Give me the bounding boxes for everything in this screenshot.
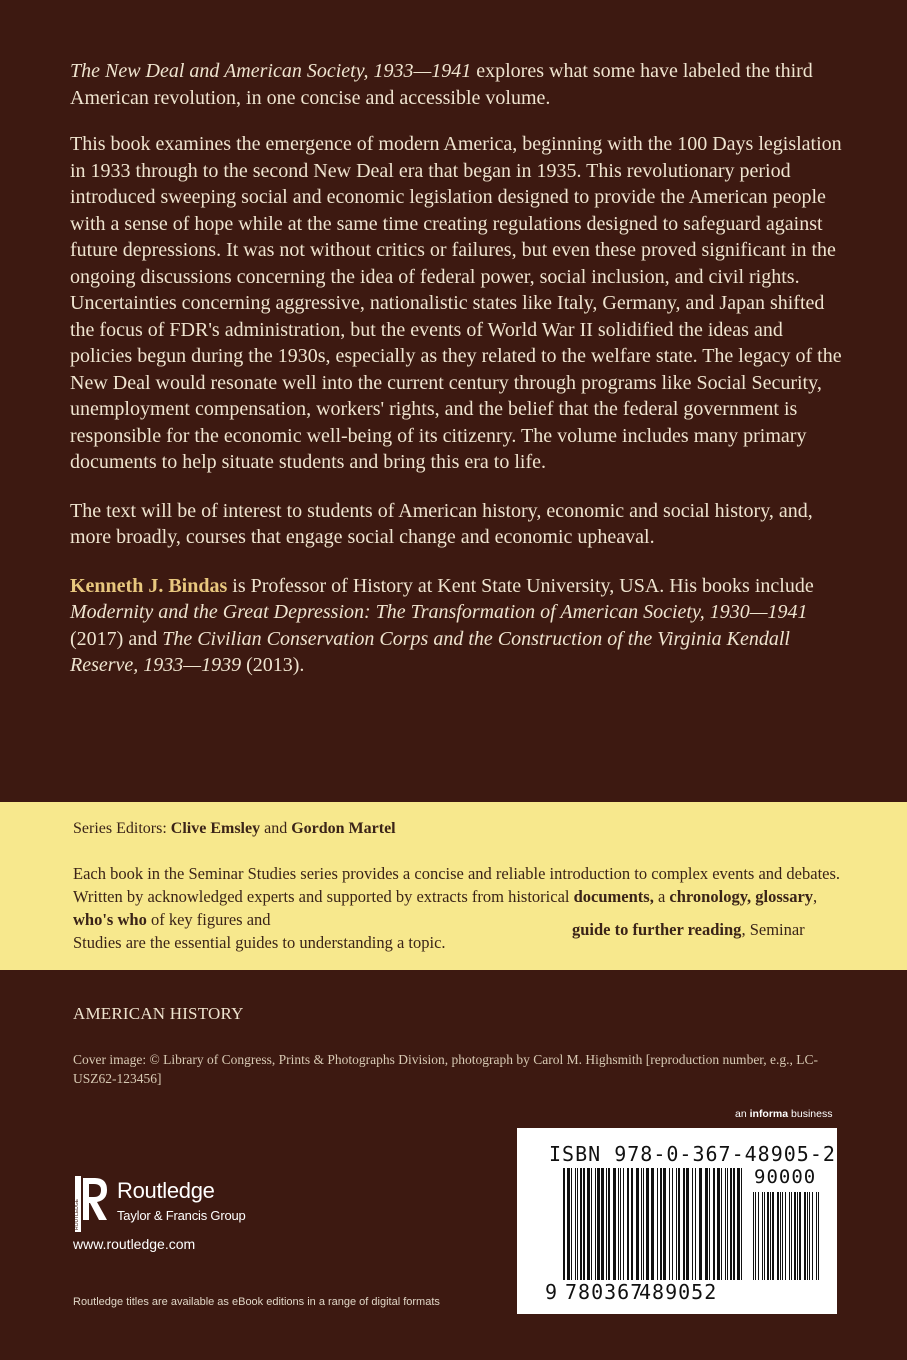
barcode-bar [767, 1192, 769, 1280]
barcode-bar [678, 1168, 680, 1280]
ean-right-digits: 489052 [639, 1280, 718, 1304]
barcode-bar [770, 1192, 771, 1280]
barcode-bar [699, 1168, 702, 1280]
barcode-bar [785, 1192, 786, 1280]
barcode-bar [730, 1168, 732, 1280]
barcode-bar [789, 1192, 790, 1280]
barcode-bar [651, 1168, 654, 1280]
barcode-bar [758, 1192, 759, 1280]
barcode-bar [733, 1168, 735, 1280]
series-editor-1: Clive Emsley [170, 820, 261, 837]
barcode-bar [672, 1168, 673, 1280]
barcode-bar [721, 1168, 722, 1280]
description-paragraph-1: The New Deal and American Society, 1933—1941 explores what some have labeled the third American revolution, in one concise and accessible volume. [70, 60, 813, 109]
barcode-bar [577, 1168, 578, 1280]
barcode-bar [755, 1192, 756, 1280]
barcode-bar [797, 1192, 798, 1280]
barcode-bar [601, 1168, 604, 1280]
barcode-bar [580, 1168, 582, 1280]
barcode-bar [725, 1168, 726, 1280]
series-editor-2: Gordon Martel [291, 820, 396, 837]
publisher-logo-block [73, 1176, 273, 1232]
barcode-bar [695, 1168, 696, 1280]
barcode-bar [717, 1168, 720, 1280]
barcode-bar [587, 1168, 590, 1280]
series-editors: Series Editors: Clive Emsley and Gordon Martel [73, 820, 396, 837]
barcode-bar [676, 1168, 677, 1280]
isbn-number: ISBN 978-0-367-48905-2 [549, 1142, 836, 1166]
barcode-bar [780, 1192, 781, 1280]
barcode-bar [643, 1168, 644, 1280]
barcode-bar [764, 1192, 765, 1280]
series-description: Each book in the Seminar Studies series provides a concise and reliable introduction to complex events and debates. Written by acknowledged experts and supported by extracts from historical documents, a chronology, glossary, who's who of key figures and Studies are the essential guides to understanding a topic. [73, 864, 841, 952]
barcode-bar [812, 1192, 813, 1280]
barcode-bar [818, 1192, 819, 1280]
barcode-bar [799, 1192, 801, 1280]
barcode-bar [782, 1192, 783, 1280]
barcode-bar [606, 1168, 607, 1280]
barcode-bar [692, 1168, 693, 1280]
barcode-bar [772, 1192, 774, 1280]
barcode-bar [705, 1168, 708, 1280]
barcode-bar [777, 1192, 779, 1280]
author-name: Kenneth J. Bindas [70, 574, 228, 597]
barcode-bar [663, 1168, 666, 1280]
barcode-bar [809, 1192, 810, 1280]
description-paragraph-3: The text will be of interest to students of American history, economic and social history, and, more broadly, courses that engage social change and economic upheaval. [70, 499, 813, 548]
back-cover-description [70, 58, 850, 701]
barcode-bar [669, 1168, 670, 1280]
barcode-bar [583, 1168, 585, 1280]
publisher-group: Taylor & Francis Group [117, 1208, 246, 1223]
barcode-bar [816, 1192, 817, 1280]
publisher-website-link[interactable]: www.routledge.com [73, 1236, 196, 1252]
cover-image-credit: Cover image: © Library of Congress, Prints & Photographs Division, photograph by Carol M. Highsmith [reproduction number, e.g., LC-USZ62-123456] [73, 1052, 818, 1086]
barcode-bar [683, 1168, 685, 1280]
barcode-bar [737, 1168, 740, 1280]
ebook-availability-note: Routledge titles are available as eBook editions in a range of digital formats [73, 1296, 440, 1308]
barcode-bar [571, 1168, 572, 1280]
barcode-bar [646, 1168, 649, 1280]
barcode-bar [727, 1168, 728, 1280]
author-book-2: The Civilian Conservation Corps and the Construction of the Virginia Kendall Reserve, 1933—1939 [70, 627, 790, 676]
barcode-bar [623, 1168, 624, 1280]
barcode-bar [762, 1192, 763, 1280]
author-book-1: Modernity and the Great Depression: The Transformation of American Society, 1930—1941 [70, 601, 808, 623]
barcode-bar [686, 1168, 689, 1280]
routledge-logo-icon [73, 1176, 111, 1232]
barcode-bar [636, 1168, 639, 1280]
informa-business-tag: an informa business [735, 1108, 833, 1120]
barcode-bar [741, 1168, 742, 1280]
series-description-tail: guide to further reading, Seminar [572, 920, 805, 939]
barcode-bar [563, 1168, 565, 1280]
logo-text: ROUTLEDGE [74, 1198, 80, 1230]
barcode-bar [657, 1168, 658, 1280]
barcode-bar [575, 1168, 576, 1280]
description-paragraph-2: This book examines the emergence of modern America, beginning with the 100 Days legislation in 1933 through to the second New Deal era that began in 1935. This revolutionary period introduced sweeping social and economic legislation designed to provide the American people with a sense of hope while at the same time creating regulations designed to safeguard against future depressions. It was not without critics or failures, but even these proved significant in the ongoing discussions concerning the idea of federal power, social inclusion, and civil rights. Uncertainties concerning aggressive, nationalistic states like Italy, Germany, and Japan shifted the focus of FDR's administration, but the events of World War II solidified the ideas and policies begun during the 1930s, especially as they related to the welfare state. The legacy of the New Deal would resonate well into the current century through programs like Social Security, unemployment compensation, workers' rights, and the belief that the federal government is responsible for the economic well-being of its citizenry. The volume includes many primary documents to help situate students and bring this era to life. [70, 133, 842, 473]
barcode-bar [595, 1168, 596, 1280]
barcode-bar [591, 1168, 592, 1280]
barcode-bar [794, 1192, 796, 1280]
barcode-bar [660, 1168, 662, 1280]
subject-category: AMERICAN HISTORY [73, 1004, 244, 1023]
series-info-band [0, 802, 907, 970]
barcode-bar [620, 1168, 621, 1280]
barcode-bar [713, 1168, 715, 1280]
barcode-bar [804, 1192, 806, 1280]
isbn-barcode [517, 1128, 837, 1314]
barcode-bar [753, 1192, 754, 1280]
barcode-bar [641, 1168, 642, 1280]
barcode-bar [618, 1168, 619, 1280]
barcode-bar [608, 1168, 610, 1280]
barcode-bar [567, 1168, 570, 1280]
price-code: 90000 [754, 1166, 817, 1188]
ean-first-digit: 9 [545, 1280, 558, 1304]
barcode-bar [807, 1192, 808, 1280]
barcode-bar [597, 1168, 600, 1280]
ean-left-digits: 780367 [565, 1280, 644, 1304]
barcode-bar [631, 1168, 633, 1280]
author-bio: Kenneth J. Bindas is Professor of History at Kent State University, USA. His books include Modernity and the Great Depression: The Transformation of American Society, 1930—1941 (2017) and The Civilian Conservation Corps and the Construction of the Virginia Kendall Reserve, 1933—1939 (2013). [70, 574, 814, 676]
barcode-bar [791, 1192, 792, 1280]
barcode-bar [627, 1168, 629, 1280]
book-title: The New Deal and American Society, 1933—1941 [70, 60, 472, 82]
barcode-bar [709, 1168, 710, 1280]
barcode-bar [613, 1168, 616, 1280]
publisher-name: Routledge [117, 1178, 215, 1203]
